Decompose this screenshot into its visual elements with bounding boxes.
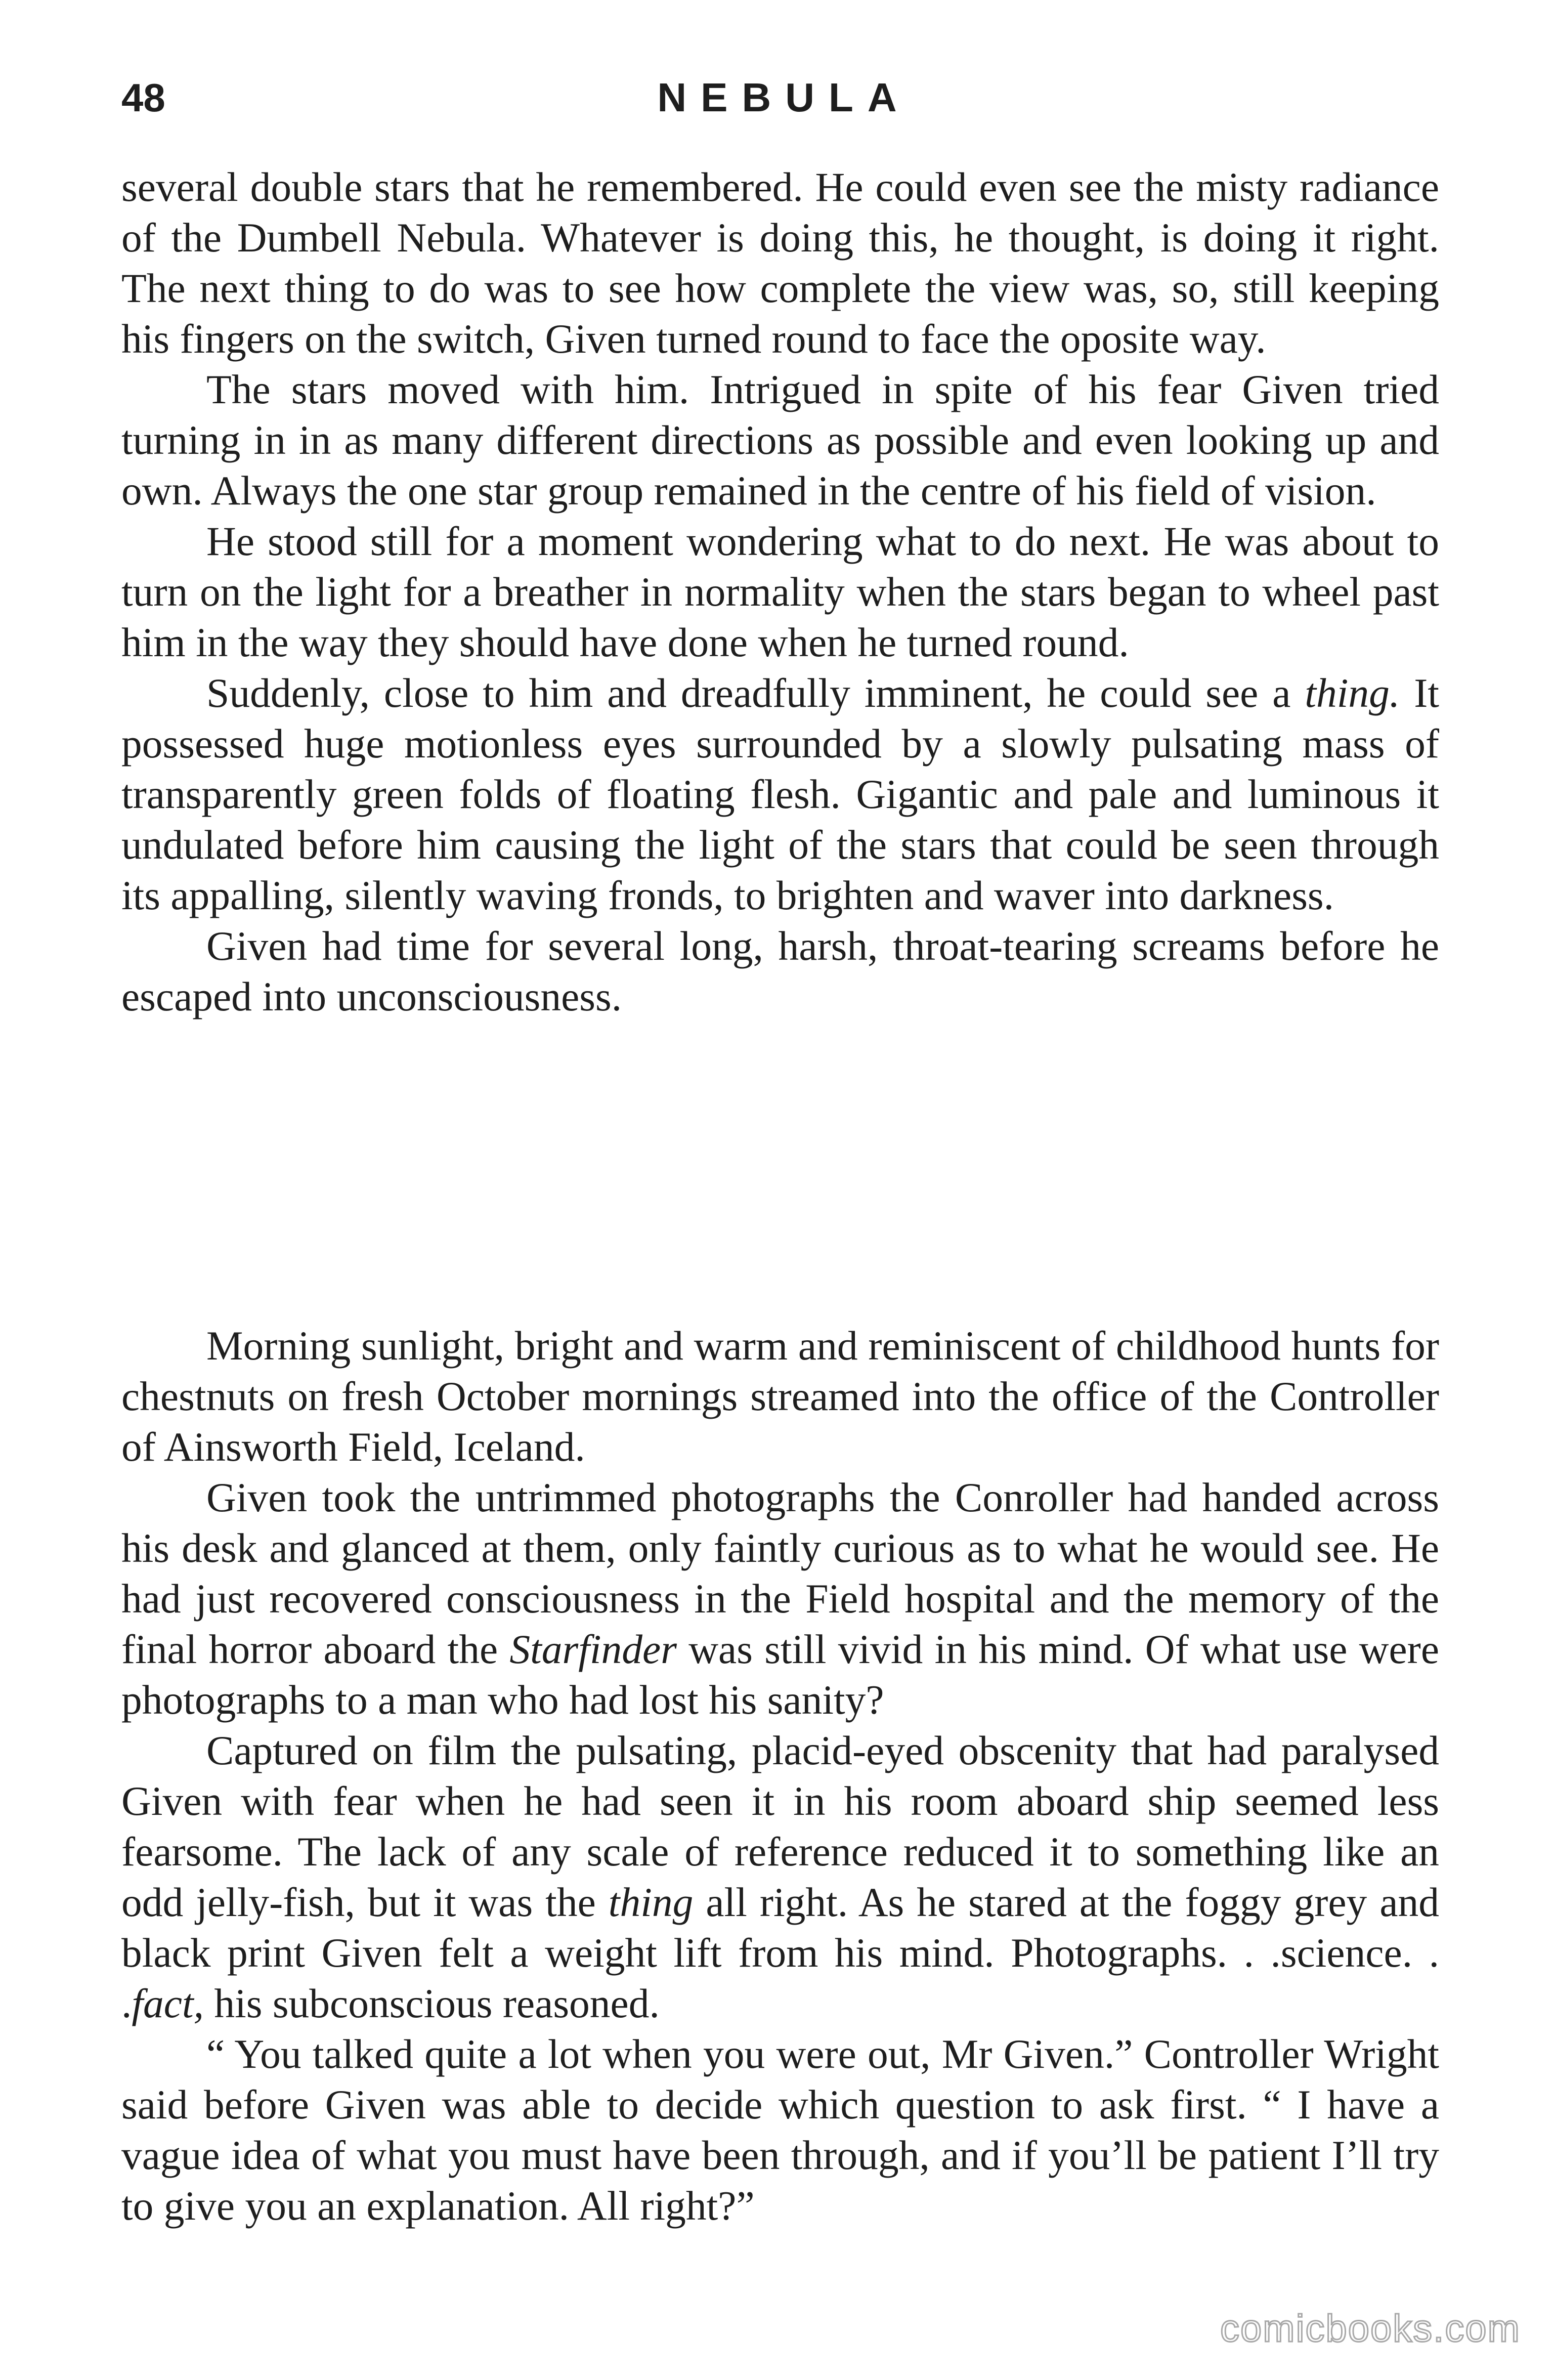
paragraph-screams: Given had time for several long, harsh, throat-tearing screams before he escaped into unconsciousness.: [121, 923, 1439, 1019]
italic-thing: thing.: [1305, 670, 1400, 716]
text-run: Captured on film the pulsating, placid-eyed obscenity that had paralysed Given with fear when he had seen it in his room aboard ship seemed less fearsome. The lack of any scale of reference reduced it to something like an odd jelly-fish, but it was the: [121, 1727, 1439, 1925]
text-section-2: [121, 1321, 1439, 2231]
paragraph-captured: [121, 1725, 1439, 2029]
running-title: NEBULA: [657, 75, 911, 120]
paragraph-morning: Morning sunlight, bright and warm and reminiscent of childhood hunts for chestnuts on fresh October mornings streamed into the office of the Controller of Ainsworth Field, Iceland.: [121, 1323, 1439, 1470]
italic-thing: thing: [608, 1879, 694, 1925]
watermark-logo: comicbooks.com: [1220, 2307, 1521, 2350]
paragraph-dialogue: “ You talked quite a lot when you were out, Mr Given.” Controller Wright said before Given was able to decide which question to ask first. “ I have a vague idea of what you must have been through, and if you’ll be patient I’ll try to give you an explanation. All right?”: [121, 2031, 1439, 2229]
paragraph-continued: several double stars that he remembered. He could even see the misty radiance of the Dumbell Nebula. Whatever is doing this, he thought, is doing it right. The next thing to do was to see how complete the view was, so, still keeping his fingers on the switch, Given turned round to face the oposite way.: [121, 164, 1439, 362]
paragraph-thing: [121, 668, 1439, 921]
page-number: 48: [121, 75, 165, 120]
text-run: Suddenly, close to him and dreadfully imminent, he could see a: [206, 670, 1305, 716]
text-run: Given took the untrimmed photographs the Conroller had handed across his desk and glanced at them, only faintly curious as to what he would see. He had just recovered consciousness in the Field hospital and the memory of the final horror aboard the: [121, 1474, 1439, 1672]
text-run: his subconscious reasoned.: [203, 1980, 660, 2026]
italic-fact: fact,: [132, 1980, 204, 2026]
text-run: It possessed huge motionless eyes surrounded by a slowly pulsating mass of transparently green folds of floating flesh. Gigantic and pale and luminous it undulated before him causing the light of the stars that could be seen through its appalling, silently waving fronds, to brighten and waver into darkness.: [121, 670, 1439, 918]
paragraph-stood-still: He stood still for a moment wondering what to do next. He was about to turn on the light for a breather in normality when the stars began to wheel past him in the way they should have done when he turned round.: [121, 518, 1439, 665]
italic-starfinder: Starfinder: [509, 1626, 677, 1672]
text-run: all right. As he stared at the foggy grey and black print Given felt a weight lift from his mind. Photographs. . .science. . .: [121, 1879, 1439, 2026]
page-header: [121, 70, 1447, 125]
text-section-1: [121, 162, 1439, 1022]
text-run: was still vivid in his mind. Of what use were photographs to a man who had lost his sanity?: [121, 1626, 1439, 1723]
paragraph-photographs: [121, 1472, 1439, 1725]
paragraph-stars-moved: The stars moved with him. Intrigued in spite of his fear Given tried turning in in as many different directions as possible and even looking up and own. Always the one star group remained in the centre of his field of vision.: [121, 366, 1439, 514]
